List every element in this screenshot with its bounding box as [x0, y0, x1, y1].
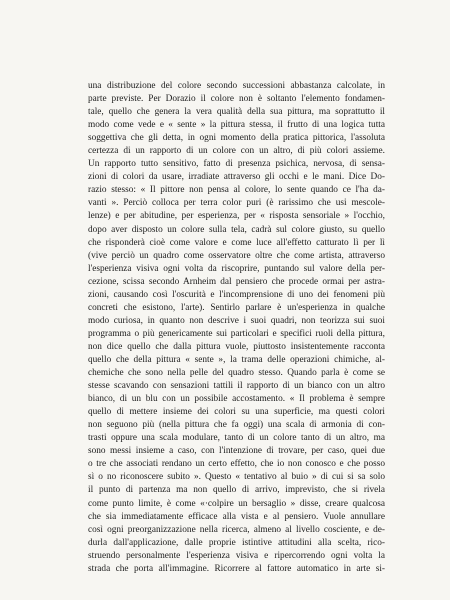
text-line: (vive perciò un quadro come osservatore oltre che come artista, attraverso: [88, 250, 385, 261]
text-line: chemiche che sono nella pelle del quadro stesso. Quando parla è come se: [88, 368, 385, 379]
body-text: [88, 80, 385, 576]
text-line: o tre che associati rendano un certo effetto, che io non conosco e che posso: [88, 459, 385, 470]
text-line: che sia immediatamente efficace alla vista e al pensiero. Vuole annullare: [88, 511, 385, 522]
text-line: l'esperienza visiva ogni volta da riscoprire, puntando sul valore della per-: [88, 263, 385, 274]
text-line: zioni, causando così l'oscurità e l'incomprensione di uno dei fenomeni più: [88, 289, 385, 300]
text-line: quello che della pittura « sente », la trama delle operazioni chimiche, al-: [88, 354, 385, 365]
text-line: il punto di partenza ma non quello di arrivo, imprevisto, che si rivela: [88, 485, 385, 496]
text-line: non seguono più (nella pittura che fa oggi) una scala di armonia di con-: [88, 420, 385, 431]
text-line: soggettiva che gli detta, in ogni momento della pratica pittorica, l'assoluta: [88, 133, 385, 144]
text-line: modo come vede e « sente » la pittura stessa, il frutto di una logica tutta: [88, 120, 385, 131]
text-line: cezione, scissa secondo Arnheim dal pensiero che procede ormai per astra-: [88, 276, 385, 287]
text-line: dopo aver disposto un colore sulla tela, cadrà sul colore giusto, su quello: [88, 224, 385, 235]
text-line: lenze) e per abitudine, per esperienza, per « risposta sensoriale » l'occhio,: [88, 211, 385, 222]
text-line: concreti che esistono, l'arte). Sentirlo parlare è un'esperienza in qualche: [88, 302, 385, 313]
text-line: zioni di colori da usare, irradiate attraverso gli occhi e le mani. Dice Do-: [88, 172, 385, 183]
text-line: stesse scavando con sensazioni tattili il rapporto di un bianco con un altro: [88, 381, 385, 392]
text-line: razio stesso: « Il pittore non pensa al colore, lo sente quando ce l'ha da-: [88, 185, 385, 196]
text-line: strada che porta all'immagine. Ricorrere al fattore automatico in arte si-: [88, 563, 385, 574]
text-line: programma o più genericamente sui particolari e specifici ruoli della pittura,: [88, 328, 385, 339]
text-line: durla dall'applicazione, dalle proprie istintive attitudini alla scelta, rico-: [88, 537, 385, 548]
text-line: struendo personalmente l'esperienza visiva e ripercorrendo ogni volta la: [88, 550, 385, 561]
text-line: bianco, di un blu con un possibile accostamento. « Il problema è sempre: [88, 394, 385, 405]
text-line: non dice quello che dalla pittura vuole, piuttosto insistentemente racconta: [88, 341, 385, 352]
text-line: una distribuzione del colore secondo successioni abbastanza calcolate, in: [88, 81, 385, 91]
text-line: vanti ». Perciò colloca per terra color puri (è rarissimo che usi mescole-: [88, 198, 385, 209]
text-line: sono messi insieme a caso, con l'intenzione di trovare, per caso, quei due: [88, 446, 385, 457]
text-line: così ogni preorganizzazione nella ricerca, almeno al livello cosciente, e de-: [88, 524, 385, 535]
text-line: tale, quello che genera la vera qualità della sua pittura, ma soprattutto il: [88, 107, 385, 118]
text-line: Un rapporto tutto sensitivo, fatto di presenza psichica, nervosa, di sensa-: [88, 159, 385, 170]
text-line: certezza di un rapporto di un colore con un altro, di più colori assieme.: [88, 146, 385, 157]
text-line: sì o no riconoscere subito ». Questo « tentativo al buio » di cui si sa solo: [88, 472, 385, 483]
text-line: parte previste. Per Dorazio il colore non è soltanto l'elemento fondamen-: [88, 94, 385, 105]
text-line: modo curiosa, in quanto non descrive i suoi quadri, non teorizza sui suoi: [88, 315, 385, 326]
text-line: quello di mettere insieme dei colori su una superficie, ma questi colori: [88, 407, 385, 418]
text-line: che risponderà cioè come valore e come luce all'effetto catturato lì per lì: [88, 237, 385, 248]
text-line: come punto limite, è come «·colpire un bersaglio » disse, creare qualcosa: [88, 498, 385, 509]
text-line: trasti oppure una scala modulare, tanto di un colore tanto di un altro, ma: [88, 433, 385, 444]
